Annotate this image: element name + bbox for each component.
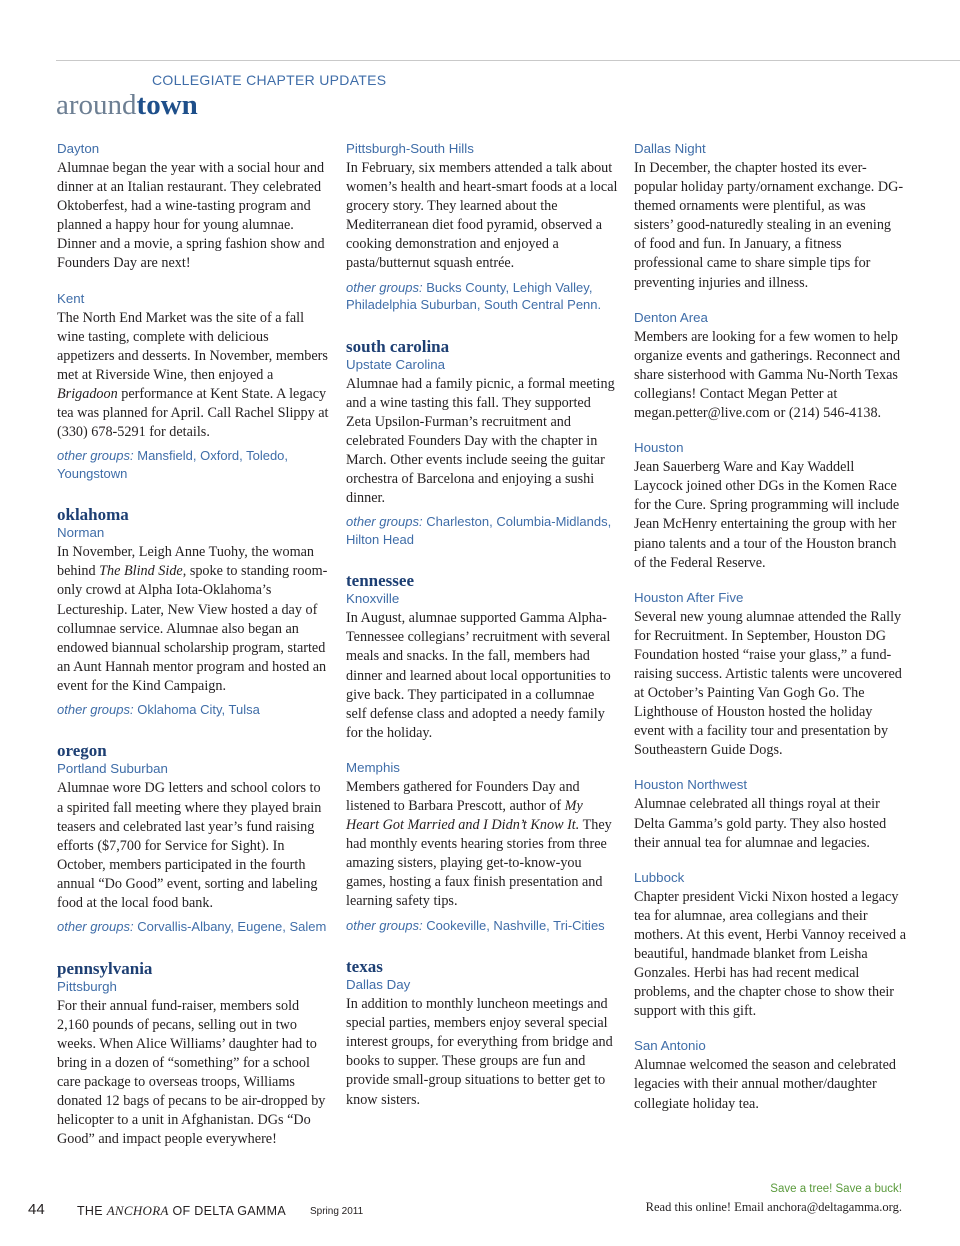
entry-tennessee: [346, 571, 618, 743]
title-light: around: [56, 89, 137, 121]
entry-body: Alumnae welcomed the season and celebrated legacies with their annual mother/daughter collegiate holiday tea.: [634, 1057, 896, 1112]
city-heading: Houston Northwest: [634, 777, 748, 793]
entry-body: Alumnae began the year with a social hour and dinner at an Italian restaurant. They celebrated Oktoberfest, had a wine-tasting program and planned a happy hour for young alumnae. Dinner and a movie, a spring fashion show and Founders Day are next!: [57, 160, 325, 272]
entry-body: Members are looking for a few women to help organize events and gatherings. Reconnect and share sisterhood with Gamma Nu-North Texas collegians! Contact Megan Petter at megan.petter@live.com or (214) 546-4138.: [634, 328, 901, 422]
city-heading: Lubbock: [634, 869, 685, 885]
city-heading: Portland Suburban: [57, 761, 168, 777]
entry-body: Alumnae wore DG letters and school colors to a spirited fall meeting where they played brain teasers and celebrated last year’s fund raising efforts ($7,700 for Service for Sight). In October, members participated in the fourth annual “Do Good” event, sorting and labeling food at the local food bank.: [57, 780, 322, 912]
other-groups: other groups: Cookeville, Nashville, Tri-Cities: [346, 917, 605, 933]
other-groups: other groups: Charleston, Columbia-Midlands, Hilton Head: [346, 514, 612, 547]
entry-pennsylvania: [57, 959, 329, 1150]
read-online-note: Read this online! Email anchora@deltagamma.org.: [645, 1200, 902, 1214]
city-heading: Dallas Night: [634, 141, 706, 156]
entry-oklahoma: [57, 505, 329, 718]
city-heading: Houston After Five: [634, 589, 744, 605]
other-groups: other groups: Mansfield, Oxford, Toledo, Youngstown: [57, 448, 289, 481]
column-2: [346, 140, 618, 1110]
column-1: [57, 140, 329, 1149]
page-number: 44: [28, 1201, 45, 1218]
entry-body: The North End Market was the site of a fall wine tasting, complete with delicious appetizers and desserts. In November, members met at Riverside Wine, then enjoyed a Brigadoon performance at Kent State. A legacy tea was planned for April. Call Rachel Slippy at (330) 678-5291 for details.: [57, 309, 329, 441]
entry-houston-after-five: [634, 589, 906, 761]
entry-body: Members gathered for Founders Day and listened to Barbara Prescott, author of My Heart Got Married and I Didn’t Know It. They had monthly events hearing stories from three amazing sisters, playing get-to-know-you games, hosting a faux finish presentation and learning safety tips.: [346, 778, 612, 910]
city-heading: Dallas Day: [346, 977, 411, 993]
title-bold: town: [136, 89, 198, 121]
entry-houston-northwest: [634, 776, 906, 852]
state-heading: pennsylvania: [57, 958, 153, 978]
section-kicker: COLLEGIATE CHAPTER UPDATES: [152, 72, 387, 88]
entry-south-carolina: [346, 337, 618, 549]
city-heading: Kent: [57, 290, 85, 306]
entry-memphis: [346, 759, 618, 934]
state-heading: oklahoma: [57, 505, 129, 525]
city-heading: Norman: [57, 525, 105, 541]
header-rule: [56, 60, 960, 61]
other-groups: other groups: Bucks County, Lehigh Valley, Philadelphia Suburban, South Central Penn.: [346, 279, 602, 313]
entry-texas: [346, 957, 618, 1110]
other-groups: other groups: Corvallis-Albany, Eugene, Salem: [57, 919, 327, 935]
magazine-name: THE ANCHORA OF DELTA GAMMA: [77, 1203, 286, 1218]
save-tree-note: Save a tree! Save a buck!: [770, 1183, 902, 1195]
state-heading: oregon: [57, 741, 107, 761]
entry-body: Several new young alumnae attended the Rally for Recruitment. In September, Houston DG Foundation hosted “raise your glass,” a fund-raising success. Artistic talents were uncovered at October’s Painting Van Gogh Go. The Lighthouse of Houston hosted the holiday event with a facility tour and presentation by Southeastern Guide Dogs.: [634, 608, 902, 759]
entry-body: In December, the chapter hosted its ever-popular holiday party/ornament exchange. DG-themed ornaments were plentiful, as was sisters’ good-naturedly stealing in an evening of food and fun. In January, a fitness professional came to share simple tips for preventing injuries and illness.: [634, 160, 904, 291]
entry-dallas-night: [634, 140, 906, 293]
state-heading: tennessee: [346, 571, 414, 591]
entry-lubbock: [634, 869, 906, 1022]
city-heading: Denton Area: [634, 309, 708, 325]
other-groups: other groups: Oklahoma City, Tulsa: [57, 701, 260, 717]
city-heading: Memphis: [346, 759, 400, 775]
entry-denton-area: [634, 309, 906, 423]
entry-body: In November, Leigh Anne Tuohy, the woman behind The Blind Side, spoke to standing room-only crowd at Alpha Iota-Oklahoma’s Lectureship. Later, New View hosted a day of collumnae service. Alumnae also began an endowed biannual scholarship program, started an Aunt Hannah mentor program and hosted an event for the Kind Campaign.: [57, 544, 328, 694]
entry-san-antonio: [634, 1037, 906, 1113]
entry-body: Chapter president Vicki Nixon hosted a legacy tea for alumnae, area collegians and their mothers. At this event, Herbi Vannoy received a beautiful, handmade blanket from Leisha Gonzales. Herbi has had recent medical problems, and the chapter chose to show their support with this gift.: [634, 888, 906, 1020]
entry-body: Jean Sauerberg Ware and Kay Waddell Laycock joined other DGs in the Komen Race for the Cure. Spring programming will include Jean McHenry entertaining the group with her piano talents and a tour of the Houston branch of the Federal Reserve.: [634, 459, 900, 571]
entry-oregon: [57, 741, 329, 935]
city-heading: Dayton: [57, 141, 100, 156]
entry-dayton: [57, 140, 329, 274]
state-heading: south carolina: [346, 336, 450, 356]
city-heading: San Antonio: [634, 1038, 706, 1054]
city-heading: Knoxville: [346, 591, 400, 607]
entry-body: For their annual fund-raiser, members sold 2,160 pounds of pecans, selling out in two weeks. When Alice Williams’ daughter had to bring in a dozen of “something” for a school care package to overseas troops, Williams donated 12 bags of pecans to be air-dropped by helicopter to a unit in Afghanistan. DGs “Do Good” and impact people everywhere!: [57, 997, 326, 1148]
entry-kent: [57, 290, 329, 483]
entry-houston: [634, 439, 906, 573]
entry-body: Alumnae celebrated all things royal at their Delta Gamma’s gold party. They also hosted their annual tea for alumnae and legacies.: [634, 796, 887, 851]
entry-body: In addition to monthly luncheon meetings and special parties, members enjoy several special interest groups, for everything from bridge and books to supper. These groups are fun and provide small-group situations to better get to know sisters.: [346, 996, 613, 1108]
column-3: [634, 140, 906, 1114]
state-heading: texas: [346, 957, 383, 977]
issue-date: Spring 2011: [310, 1206, 364, 1217]
city-heading: Upstate Carolina: [346, 356, 446, 372]
city-heading: Houston: [634, 440, 684, 456]
entry-body: In February, six members attended a talk about women’s health and heart-smart foods at a local grocery story. They learned about the Mediterranean diet food pyramid, observed a cooking demonstration and enjoyed a pasta/butternut squash entrée.: [346, 160, 618, 272]
entry-body: Alumnae had a family picnic, a formal meeting and a wine tasting this fall. They supported Zeta Upsilon-Furman’s recruitment and celebrated Founders Day with the chapter in March. Other events include seeing the guitar orchestra of Barcelona and enjoying a sushi dinner.: [346, 375, 615, 507]
page-title: [56, 88, 198, 122]
entry-pittsburgh-south-hills: [346, 140, 618, 314]
city-heading: Pittsburgh: [57, 978, 117, 994]
city-heading: Pittsburgh-South Hills: [346, 141, 474, 156]
entry-body: In August, alumnae supported Gamma Alpha-Tennessee collegians’ recruitment with several meals and snacks. In the fall, members had dinner and learned about local opportunities to give back. They participated in a collumnae self defense class and adopted a needy family for the holiday.: [346, 610, 611, 741]
